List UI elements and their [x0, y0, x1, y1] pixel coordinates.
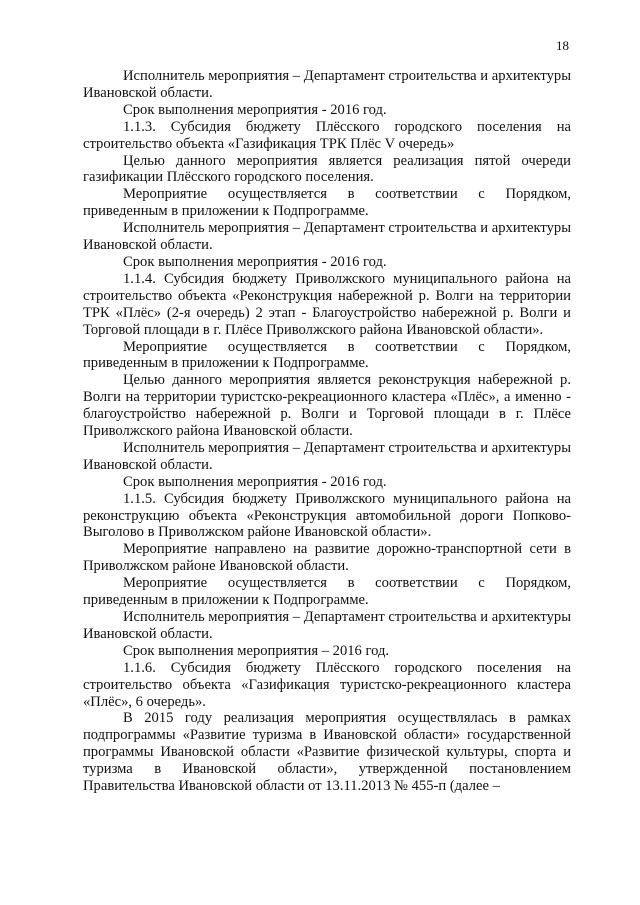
paragraph-deadline: Срок выполнения мероприятия - 2016 год. — [123, 473, 387, 490]
paragraph-executor: Исполнитель мероприятия – Департамент строительства и архитектуры Ивановской области. — [83, 220, 571, 254]
paragraph-goal: Целью данного мероприятия является реконструкция набережной р. Волги на территории туристско-рекреационного кластера «Плёс», а именно - благоустройство набережной р. Волги и Торговой площади в г. Плёсе Приволжского района Ивановской области. — [83, 372, 571, 440]
page-number: 18 — [556, 38, 569, 53]
paragraph-item-1-1-5: 1.1.5. Субсидия бюджету Приволжского муниципального района на реконструкцию объекта «Реконструкция автомобильной дороги Попково-Выголово в Приволжском районе Ивановской области». — [83, 490, 571, 541]
paragraph-procedure: Мероприятие осуществляется в соответствии с Порядком, приведенным в приложении к Подпрограмме. — [83, 575, 571, 609]
paragraph-item-1-1-6: 1.1.6. Субсидия бюджету Плёсского городского поселения на строительство объекта «Газификация туристско-рекреационного кластера «Плёс», 6 очередь». — [83, 659, 571, 710]
paragraph-executor: Исполнитель мероприятия – Департамент строительства и архитектуры Ивановской области. — [83, 439, 571, 473]
paragraph-goal: Целью данного мероприятия является реализация пятой очереди газификации Плёсского городского поселения. — [83, 152, 571, 186]
paragraph-goal: Мероприятие направлено на развитие дорожно-транспортной сети в Приволжском районе Ивановской области. — [83, 541, 571, 575]
document-body — [83, 68, 571, 795]
paragraph-executor: Исполнитель мероприятия – Департамент строительства и архитектуры Ивановской области. — [83, 609, 571, 642]
paragraph-deadline: Срок выполнения мероприятия - 2016 год. — [123, 101, 387, 118]
paragraph-deadline: Срок выполнения мероприятия – 2016 год. — [123, 642, 390, 659]
paragraph-procedure: Мероприятие осуществляется в соответствии с Порядком, приведенным в приложении к Подпрограмме. — [83, 186, 571, 220]
paragraph-background-2015: В 2015 году реализация мероприятия осуществлялась в рамках подпрограммы «Развитие туризма в Ивановской области» государственной программы Ивановской области «Развитие физической культуры, спорта и туризма в Ивановской области», утвержденной постановлением Правительства Ивановской области от 13.11.2013 № 455-п (далее – — [83, 710, 571, 795]
paragraph-item-1-1-4: 1.1.4. Субсидия бюджету Приволжского муниципального района на строительство объекта «Реконструкция набережной р. Волги на территории ТРК «Плёс» (2-я очередь) 2 этап - Благоустройство набережной р. Волги и Торговой площади в г. Плёсе Приволжского района Ивановской области». — [83, 270, 571, 338]
paragraph-procedure: Мероприятие осуществляется в соответствии с Порядком, приведенным в приложении к Подпрограмме. — [83, 338, 571, 372]
paragraph-executor: Исполнитель мероприятия – Департамент строительства и архитектуры Ивановской области. — [83, 68, 571, 101]
paragraph-deadline: Срок выполнения мероприятия - 2016 год. — [123, 253, 387, 270]
paragraph-item-1-1-3: 1.1.3. Субсидия бюджету Плёсского городского поселения на строительство объекта «Газификация ТРК Плёс V очередь» — [83, 118, 571, 152]
